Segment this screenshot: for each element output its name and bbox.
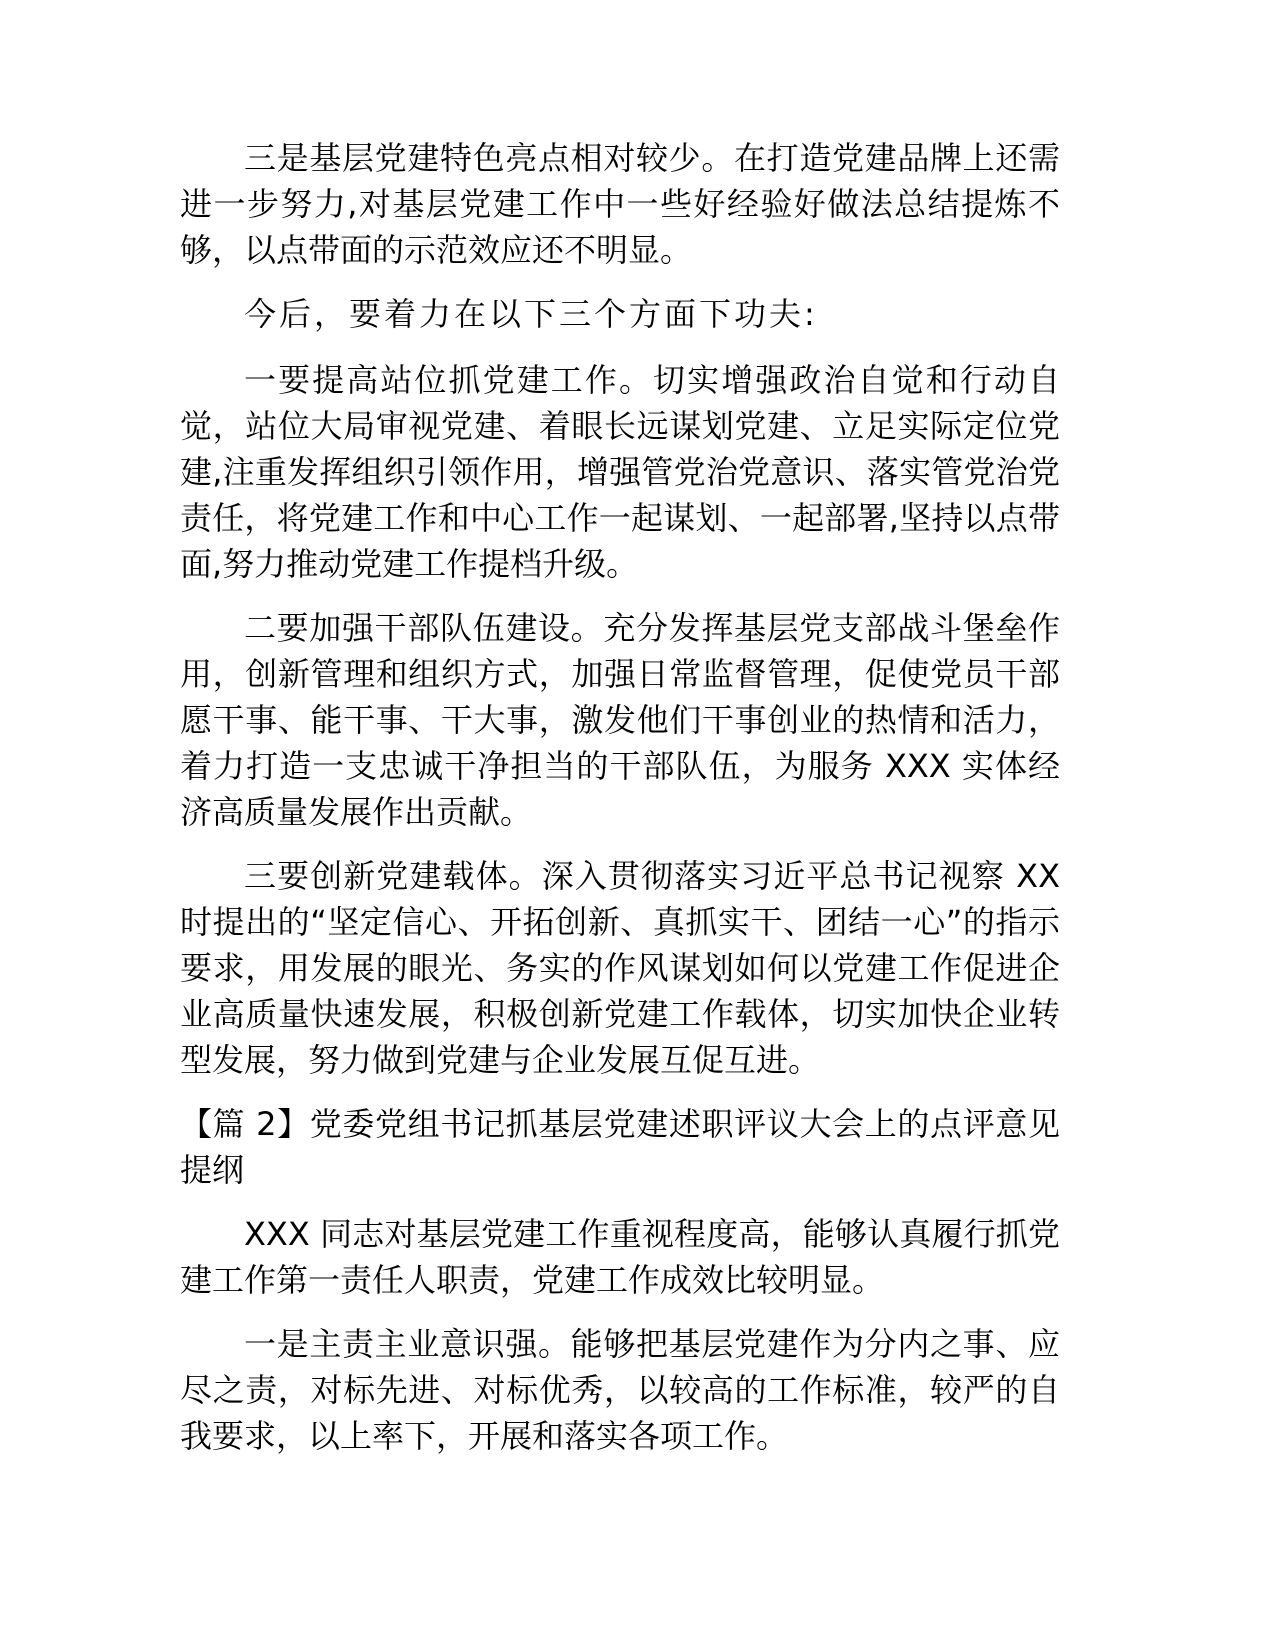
paragraph-point-one: 一是主责主业意识强。能够把基层党建作为分内之事、应尽之责，对标先进、对标优秀，以较高的工作标准，较严的自我要求，以上率下，开展和落实各项工作。	[180, 1325, 1060, 1455]
section-heading: 【篇 2】党委党组书记抓基层党建述职评议大会上的点评意见提纲	[180, 1105, 1060, 1189]
paragraph-task-three: 三要创新党建载体。深入贯彻落实习近平总书记视察 XX 时提出的“坚定信心、开拓创新、真抓实干、团结一心”的指示要求，用发展的眼光、务实的作风谋划如何以党建工作促进企业高质量快速发展，积极创新党建工作载体，切实加快企业转型发展，努力做到党建与企业发展互促互进。	[180, 857, 1060, 1079]
paragraph-evaluation: XXX 同志对基层党建工作重视程度高，能够认真履行抓党建工作第一责任人职责，党建工作成效比较明显。	[180, 1215, 1060, 1299]
paragraph-weakness-three: 三是基层党建特色亮点相对较少。在打造党建品牌上还需进一步努力,对基层党建工作中一些好经验好做法总结提炼不够，以点带面的示范效应还不明显。	[180, 139, 1060, 269]
paragraph-future-intro: 今后，要着力在以下三个方面下功夫:	[244, 295, 818, 333]
paragraph-task-two: 二要加强干部队伍建设。充分发挥基层党支部战斗堡垒作用，创新管理和组织方式，加强日常监督管理，促使党员干部愿干事、能干事、干大事，激发他们干事创业的热情和活力，着力打造一支忠诚干净担当的干部队伍，为服务 XXX 实体经济高质量发展作出贡献。	[180, 609, 1060, 831]
paragraph-task-one: 一要提高站位抓党建工作。切实增强政治自觉和行动自觉，站位大局审视党建、着眼长远谋划党建、立足实际定位党建,注重发挥组织引领作用，增强管党治党意识、落实管党治党责任，将党建工作和中心工作一起谋划、一起部署,坚持以点带面,努力推动党建工作提档升级。	[180, 361, 1060, 583]
document-page	[180, 135, 1060, 1477]
